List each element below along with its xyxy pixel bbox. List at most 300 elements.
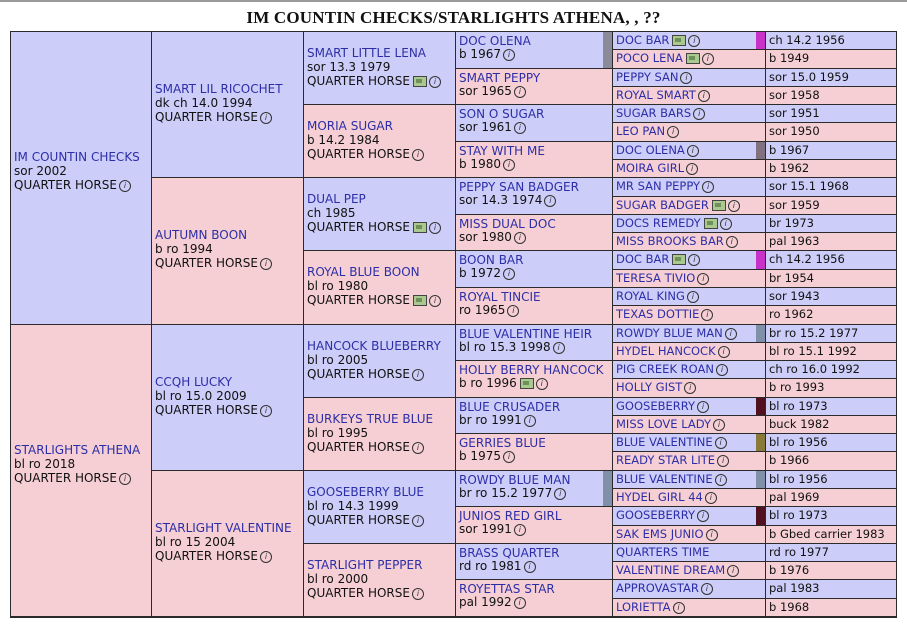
color-marker xyxy=(756,142,765,159)
horse-name-link[interactable]: PEPPY SAN xyxy=(616,70,679,84)
ancestor-description-cell xyxy=(766,105,896,123)
breed-label: QUARTER HORSE xyxy=(307,220,410,234)
breed-row xyxy=(307,147,452,161)
info-circle-icon[interactable]: i xyxy=(697,401,709,413)
info-circle-icon[interactable]: i xyxy=(260,405,272,417)
photo-icon[interactable] xyxy=(712,200,726,211)
color-marker xyxy=(756,32,765,49)
horse-cell-gen4-13 xyxy=(456,507,613,544)
ancestor-row xyxy=(616,362,762,377)
pedigree-chart xyxy=(10,31,897,618)
horse-name-link[interactable]: GOOSEBERRY xyxy=(616,508,696,522)
ancestor-description-cell xyxy=(766,452,896,471)
horse-name-link[interactable]: LORIETTA xyxy=(616,600,671,614)
ancestor-name-cell xyxy=(613,69,766,87)
ancestor-description-cell xyxy=(766,251,896,270)
ancestor-name-cell xyxy=(613,526,766,544)
horse-name-link[interactable]: BRASS QUARTER xyxy=(459,546,560,560)
ancestor-row xyxy=(616,307,762,322)
horse-description: sor 1951 xyxy=(769,106,820,120)
ancestor-description-cell xyxy=(766,233,896,251)
ancestor-description-cell xyxy=(766,50,896,69)
ancestor-description-cell xyxy=(766,142,896,160)
info-circle-icon[interactable]: i xyxy=(524,415,536,427)
breed-row xyxy=(307,220,452,234)
info-circle-icon[interactable]: i xyxy=(524,561,536,573)
horse-cell-gen3-6 xyxy=(304,471,456,544)
info-circle-icon[interactable]: i xyxy=(514,122,526,134)
info-circle-icon[interactable]: i xyxy=(705,492,717,504)
info-circle-icon[interactable]: i xyxy=(702,53,714,65)
info-circle-icon[interactable]: i xyxy=(412,588,424,600)
horse-name-link[interactable]: DOC OLENA xyxy=(616,143,685,157)
horse-description: b 1967 xyxy=(769,143,810,157)
info-circle-icon[interactable]: i xyxy=(514,524,526,536)
info-circle-icon[interactable]: i xyxy=(716,364,728,376)
color-marker xyxy=(756,251,765,269)
color-marker xyxy=(756,325,765,342)
horse-name-link[interactable]: SAK EMS JUNIO xyxy=(616,527,704,541)
horse-description: sor 1950 xyxy=(769,124,820,138)
horse-name-link[interactable]: DUAL PEP xyxy=(307,192,366,206)
horse-description-row xyxy=(459,231,609,244)
breed-label: QUARTER HORSE xyxy=(14,471,117,485)
ancestor-row xyxy=(616,435,762,450)
info-circle-icon[interactable]: i xyxy=(119,473,131,485)
horse-description: b 1972 xyxy=(459,266,501,280)
ancestor-name-cell xyxy=(613,580,766,599)
info-circle-icon[interactable]: i xyxy=(693,108,705,120)
horse-cell-gen4-2 xyxy=(456,105,613,142)
ancestor-row xyxy=(616,216,762,231)
horse-description: sor 2002 xyxy=(14,164,67,178)
horse-name-link[interactable]: APPROVASTAR xyxy=(616,581,699,595)
ancestor-name-cell xyxy=(613,160,766,178)
horse-name-link[interactable]: GERRIES BLUE xyxy=(459,436,546,450)
info-circle-icon[interactable]: i xyxy=(680,72,692,84)
info-circle-icon[interactable]: i xyxy=(687,291,699,303)
info-circle-icon[interactable]: i xyxy=(718,346,730,358)
horse-description-row xyxy=(459,85,609,98)
breed-label: QUARTER HORSE xyxy=(155,110,258,124)
horse-name-link[interactable]: BLUE CRUSADER xyxy=(459,400,561,414)
horse-description-row xyxy=(459,377,609,390)
ancestor-row xyxy=(616,417,762,432)
ancestor-description-cell xyxy=(766,562,896,580)
breed-label: QUARTER HORSE xyxy=(307,440,410,454)
info-circle-icon[interactable]: i xyxy=(727,565,739,577)
breed-label: QUARTER HORSE xyxy=(307,367,410,381)
horse-name-link[interactable]: HYDEL HANCOCK xyxy=(616,344,716,358)
ancestor-description-cell xyxy=(766,32,896,50)
horse-description-row xyxy=(459,194,609,207)
horse-name-link[interactable]: DOC BAR xyxy=(616,252,670,266)
horse-name-link[interactable]: STARLIGHT PEPPER xyxy=(307,558,423,572)
horse-name-link[interactable]: STARLIGHT VALENTINE xyxy=(155,521,292,535)
info-circle-icon[interactable]: i xyxy=(260,258,272,270)
horse-name-link[interactable]: BOON BAR xyxy=(459,253,524,267)
info-circle-icon[interactable]: i xyxy=(260,551,272,563)
horse-name-link[interactable]: STARLIGHTS ATHENA xyxy=(14,443,141,457)
horse-description: pal 1963 xyxy=(769,234,820,248)
horse-name-link[interactable]: ROYETTAS STAR xyxy=(459,582,555,596)
info-circle-icon[interactable]: i xyxy=(119,180,131,192)
horse-description-row xyxy=(459,450,609,463)
ancestor-description-cell xyxy=(766,434,896,452)
horse-name-link[interactable]: POCO LENA xyxy=(616,51,683,65)
horse-description-row xyxy=(459,267,609,280)
info-circle-icon[interactable]: i xyxy=(536,378,548,390)
horse-name-link[interactable]: GOOSEBERRY BLUE xyxy=(307,485,424,499)
horse-cell-gen4-9 xyxy=(456,361,613,398)
horse-cell-gen4-4 xyxy=(456,178,613,215)
ancestor-row xyxy=(616,289,762,304)
info-circle-icon[interactable]: i xyxy=(260,112,272,124)
info-circle-icon[interactable]: i xyxy=(701,309,713,321)
horse-name-link[interactable]: ROWDY BLUE MAN xyxy=(616,326,723,340)
color-marker xyxy=(756,398,765,415)
info-circle-icon[interactable]: i xyxy=(503,49,515,61)
horse-name-link[interactable]: MISS DUAL DOC xyxy=(459,217,556,231)
ancestor-row xyxy=(616,198,762,213)
horse-description-row xyxy=(459,341,609,354)
info-circle-icon[interactable]: i xyxy=(554,488,566,500)
info-circle-icon[interactable]: i xyxy=(728,200,740,212)
horse-description: sor 15.0 1959 xyxy=(769,70,849,84)
ancestor-row xyxy=(616,600,762,615)
info-circle-icon[interactable]: i xyxy=(412,369,424,381)
photo-icon[interactable] xyxy=(704,218,718,229)
horse-name-link[interactable]: ROYAL BLUE BOON xyxy=(307,265,420,279)
horse-name-link[interactable]: SMART LIL RICOCHET xyxy=(155,82,283,96)
horse-description: bl ro 15.3 1998 xyxy=(459,340,551,354)
info-circle-icon[interactable]: i xyxy=(686,163,698,175)
ancestor-name-cell xyxy=(613,197,766,215)
ancestor-row xyxy=(616,326,762,341)
photo-icon[interactable] xyxy=(672,254,686,265)
horse-name-link[interactable]: BLUE VALENTINE HEIR xyxy=(459,327,593,341)
breed-row xyxy=(307,440,452,454)
ancestor-name-cell xyxy=(613,507,766,526)
ancestor-row xyxy=(616,106,762,121)
horse-cell-gen4-1 xyxy=(456,69,613,105)
horse-description: bl ro 2000 xyxy=(307,572,369,586)
ancestor-name-cell xyxy=(613,270,766,288)
ancestor-row xyxy=(616,527,762,542)
horse-cell-gen4-11 xyxy=(456,434,613,471)
horse-name-link[interactable]: PEPPY SAN BADGER xyxy=(459,180,579,194)
horse-name-link[interactable]: ROYAL TINCIE xyxy=(459,290,541,304)
ancestor-name-cell xyxy=(613,178,766,197)
horse-name-link[interactable]: ROYAL SMART xyxy=(616,88,696,102)
horse-name-link[interactable]: IM COUNTIN CHECKS xyxy=(14,150,140,164)
horse-name-link[interactable]: DOC BAR xyxy=(616,33,670,47)
ancestor-description-cell xyxy=(766,489,896,507)
horse-name-link[interactable]: HOLLY GIST xyxy=(616,380,683,394)
ancestor-name-cell xyxy=(613,544,766,562)
horse-description-row xyxy=(459,48,609,61)
horse-name-link[interactable]: DOCS REMEDY xyxy=(616,216,701,230)
ancestor-row xyxy=(616,252,762,267)
ancestor-name-cell xyxy=(613,123,766,142)
info-circle-icon[interactable]: i xyxy=(503,268,515,280)
color-marker xyxy=(756,471,765,488)
horse-description: bl ro 15.0 2009 xyxy=(155,389,247,403)
ancestor-row xyxy=(616,161,762,176)
horse-description: bl ro 1973 xyxy=(769,399,828,413)
breed-row xyxy=(14,471,148,485)
horse-description: br ro 15.2 1977 xyxy=(769,326,859,340)
ancestor-name-cell xyxy=(613,142,766,160)
ancestor-name-cell xyxy=(613,562,766,580)
ancestor-name-cell xyxy=(613,471,766,489)
horse-description: br ro 1991 xyxy=(459,413,522,427)
horse-description: b 1968 xyxy=(769,600,810,614)
info-circle-icon[interactable]: i xyxy=(429,222,441,234)
horse-name-link[interactable]: SMART PEPPY xyxy=(459,71,541,85)
info-circle-icon[interactable]: i xyxy=(697,273,709,285)
horse-cell-gen1-0 xyxy=(11,32,152,325)
horse-description: bl ro 2005 xyxy=(307,353,369,367)
info-circle-icon[interactable]: i xyxy=(514,232,526,244)
info-circle-icon[interactable]: i xyxy=(412,515,424,527)
horse-name-link[interactable]: QUARTERS TIME xyxy=(616,545,710,559)
horse-cell-gen4-14 xyxy=(456,544,613,580)
horse-name-link[interactable]: BLUE VALENTINE xyxy=(616,472,713,486)
breed-label: QUARTER HORSE xyxy=(307,586,410,600)
ancestor-description-cell xyxy=(766,416,896,434)
horse-name-link[interactable]: PIG CREEK ROAN xyxy=(616,362,714,376)
ancestor-row xyxy=(616,271,762,286)
ancestor-row xyxy=(616,179,762,194)
info-circle-icon[interactable]: i xyxy=(412,442,424,454)
info-circle-icon[interactable]: i xyxy=(673,602,685,614)
horse-description: bl ro 15 2004 xyxy=(155,535,236,549)
ancestor-description-cell xyxy=(766,215,896,233)
top-rule xyxy=(0,0,907,2)
horse-description: rd ro 1977 xyxy=(769,545,829,559)
horse-name-link[interactable]: MORIA SUGAR xyxy=(307,119,393,133)
breed-label: QUARTER HORSE xyxy=(307,293,410,307)
ancestor-description-cell xyxy=(766,398,896,416)
horse-description: br ro 15.2 1977 xyxy=(459,486,553,500)
horse-cell-gen2-1 xyxy=(152,178,304,325)
horse-description: br 1954 xyxy=(769,271,814,285)
ancestor-name-cell xyxy=(613,379,766,398)
horse-description: bl ro 14.3 1999 xyxy=(307,499,399,513)
info-circle-icon[interactable]: i xyxy=(698,90,710,102)
horse-cell-gen4-5 xyxy=(456,215,613,251)
color-marker xyxy=(603,471,612,506)
breed-label: QUARTER HORSE xyxy=(155,549,258,563)
horse-description: bl ro 15.1 1992 xyxy=(769,344,857,358)
ancestor-description-cell xyxy=(766,526,896,544)
ancestor-row xyxy=(616,51,762,66)
ancestor-name-cell xyxy=(613,398,766,416)
ancestor-name-cell xyxy=(613,361,766,379)
ancestor-description-cell xyxy=(766,471,896,489)
ancestor-name-cell xyxy=(613,105,766,123)
horse-name-link[interactable]: STAY WITH ME xyxy=(459,144,545,158)
horse-name-link[interactable]: HOLLY BERRY HANCOCK xyxy=(459,363,604,377)
horse-cell-gen4-7 xyxy=(456,288,613,325)
info-circle-icon[interactable]: i xyxy=(687,145,699,157)
color-marker xyxy=(756,507,765,525)
horse-description-row xyxy=(459,487,609,500)
ancestor-name-cell xyxy=(613,416,766,434)
color-marker xyxy=(756,434,765,451)
horse-name-link[interactable]: DOC OLENA xyxy=(459,34,531,48)
info-circle-icon[interactable]: i xyxy=(720,218,732,230)
info-circle-icon[interactable]: i xyxy=(706,529,718,541)
horse-name-link[interactable]: BLUE VALENTINE xyxy=(616,435,713,449)
horse-cell-gen4-0 xyxy=(456,32,613,69)
horse-description: ch ro 16.0 1992 xyxy=(769,362,860,376)
ancestor-description-cell xyxy=(766,270,896,288)
horse-description-row xyxy=(459,596,609,609)
horse-description-row xyxy=(459,121,609,134)
horse-description: ro 1965 xyxy=(459,303,506,317)
horse-cell-gen1-1 xyxy=(11,325,152,617)
info-circle-icon[interactable]: i xyxy=(702,181,714,193)
horse-name-link[interactable]: SUGAR BARS xyxy=(616,106,692,120)
info-circle-icon[interactable]: i xyxy=(429,76,441,88)
info-circle-icon[interactable]: i xyxy=(503,451,515,463)
ancestor-description-cell xyxy=(766,325,896,343)
info-circle-icon[interactable]: i xyxy=(514,597,526,609)
ancestor-description-cell xyxy=(766,361,896,379)
horse-cell-gen3-2 xyxy=(304,178,456,251)
info-circle-icon[interactable]: i xyxy=(544,195,556,207)
ancestor-name-cell xyxy=(613,489,766,507)
horse-name-link[interactable]: MISS BROOKS BAR xyxy=(616,234,724,248)
horse-name-link[interactable]: SON O SUGAR xyxy=(459,107,545,121)
horse-description: bl ro 1980 xyxy=(307,279,369,293)
horse-name-link[interactable]: VALENTINE DREAM xyxy=(616,563,726,577)
horse-cell-gen4-10 xyxy=(456,398,613,434)
horse-description: sor 1959 xyxy=(769,198,820,212)
horse-description: sor 1961 xyxy=(459,120,512,134)
info-circle-icon[interactable]: i xyxy=(717,455,729,467)
ancestor-row xyxy=(616,124,762,139)
horse-description: b 1962 xyxy=(769,161,810,175)
info-circle-icon[interactable]: i xyxy=(507,305,519,317)
info-circle-icon[interactable]: i xyxy=(553,342,565,354)
ancestor-description-cell xyxy=(766,178,896,197)
ancestor-description-cell xyxy=(766,288,896,306)
ancestor-description-cell xyxy=(766,599,896,617)
horse-cell-gen3-7 xyxy=(304,544,456,617)
ancestor-name-cell xyxy=(613,32,766,50)
breed-row xyxy=(307,74,452,88)
horse-description: pal 1983 xyxy=(769,581,820,595)
horse-description: b ro 1993 xyxy=(769,380,825,394)
horse-description: buck 1982 xyxy=(769,417,830,431)
horse-name-link[interactable]: JUNIOS RED GIRL xyxy=(459,509,562,523)
ancestor-name-cell xyxy=(613,599,766,617)
horse-description: sor 13.3 1979 xyxy=(307,60,391,74)
horse-cell-gen2-0 xyxy=(152,32,304,178)
horse-name-link[interactable]: AUTUMN BOON xyxy=(155,228,248,242)
info-circle-icon[interactable]: i xyxy=(412,149,424,161)
info-circle-icon[interactable]: i xyxy=(429,295,441,307)
ancestor-description-cell xyxy=(766,544,896,562)
horse-name-link[interactable]: HYDEL GIRL 44 xyxy=(616,490,703,504)
page-title: IM COUNTIN CHECKS/STARLIGHTS ATHENA, , ?? xyxy=(246,8,661,27)
color-marker xyxy=(603,32,612,68)
horse-cell-gen4-6 xyxy=(456,251,613,288)
horse-description: pal 1969 xyxy=(769,490,820,504)
info-circle-icon[interactable]: i xyxy=(514,86,526,98)
ancestor-name-cell xyxy=(613,434,766,452)
horse-description: bl ro 1973 xyxy=(769,508,828,522)
horse-description: ch 14.2 1956 xyxy=(769,33,845,47)
horse-name-link[interactable]: TEXAS DOTTIE xyxy=(616,307,700,321)
horse-description: b 1976 xyxy=(769,563,810,577)
photo-icon[interactable] xyxy=(413,76,427,87)
horse-name-link[interactable]: GOOSEBERRY xyxy=(616,399,696,413)
photo-icon[interactable] xyxy=(686,53,700,64)
info-circle-icon[interactable]: i xyxy=(688,254,700,266)
info-circle-icon[interactable]: i xyxy=(726,236,738,248)
horse-name-link[interactable]: MR SAN PEPPY xyxy=(616,179,701,193)
horse-name-link[interactable]: CCQH LUCKY xyxy=(155,375,233,389)
ancestor-row xyxy=(616,143,762,158)
breed-row xyxy=(307,367,452,381)
horse-name-link[interactable]: SUGAR BADGER xyxy=(616,198,709,212)
info-circle-icon[interactable]: i xyxy=(701,583,713,595)
horse-description-row xyxy=(459,414,609,427)
info-circle-icon[interactable]: i xyxy=(503,159,515,171)
photo-icon[interactable] xyxy=(413,222,427,233)
info-circle-icon[interactable]: i xyxy=(684,382,696,394)
info-circle-icon[interactable]: i xyxy=(697,510,709,522)
info-circle-icon[interactable]: i xyxy=(715,474,727,486)
horse-name-link[interactable]: HANCOCK BLUEBERRY xyxy=(307,339,441,353)
horse-cell-gen4-8 xyxy=(456,325,613,361)
horse-name-link[interactable]: ROWDY BLUE MAN xyxy=(459,473,571,487)
photo-icon[interactable] xyxy=(672,35,686,46)
horse-name-link[interactable]: MISS LOVE LADY xyxy=(616,417,711,431)
horse-cell-gen4-12 xyxy=(456,471,613,507)
horse-description: b 1975 xyxy=(459,449,501,463)
horse-description: bl ro 1956 xyxy=(769,472,828,486)
info-circle-icon[interactable]: i xyxy=(667,126,679,138)
info-circle-icon[interactable]: i xyxy=(715,437,727,449)
photo-icon[interactable] xyxy=(520,378,534,389)
horse-name-link[interactable]: MOIRA GIRL xyxy=(616,161,685,175)
info-circle-icon[interactable]: i xyxy=(725,328,737,340)
horse-name-link[interactable]: BURKEYS TRUE BLUE xyxy=(307,412,434,426)
photo-icon[interactable] xyxy=(413,295,427,306)
info-circle-icon[interactable]: i xyxy=(713,419,725,431)
ancestor-row xyxy=(616,70,762,85)
ancestor-name-cell xyxy=(613,325,766,343)
horse-description: sor 15.1 1968 xyxy=(769,179,849,193)
horse-cell-gen3-5 xyxy=(304,398,456,471)
horse-name-link[interactable]: TERESA TIVIO xyxy=(616,271,696,285)
horse-name-link[interactable]: SMART LITTLE LENA xyxy=(307,46,426,60)
ancestor-row xyxy=(616,33,762,48)
horse-description: b ro 1996 xyxy=(459,376,517,390)
horse-name-link[interactable]: ROYAL KING xyxy=(616,289,685,303)
horse-cell-gen4-15 xyxy=(456,580,613,617)
horse-description: br 1973 xyxy=(769,216,814,230)
horse-name-link[interactable]: READY STAR LITE xyxy=(616,453,716,467)
horse-description: sor 14.3 1974 xyxy=(459,193,543,207)
horse-name-link[interactable]: LEO PAN xyxy=(616,124,666,138)
info-circle-icon[interactable]: i xyxy=(688,35,700,47)
